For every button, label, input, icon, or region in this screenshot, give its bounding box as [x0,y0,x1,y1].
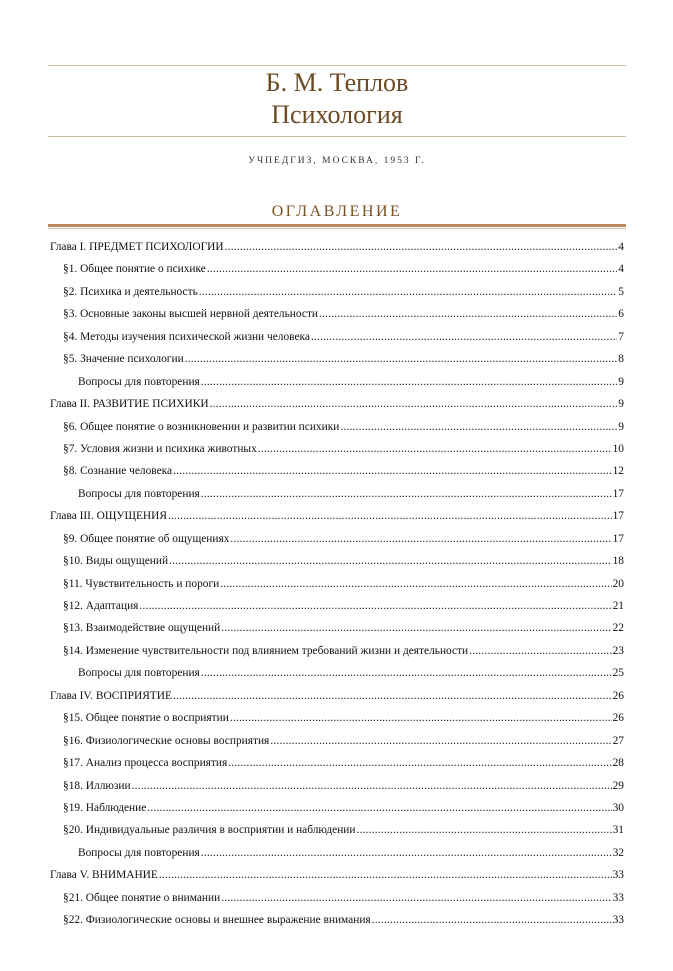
toc-dot-leader [207,262,617,276]
toc-dot-leader [169,554,612,568]
toc-page-number: 12 [612,465,624,478]
toc-heading: ОГЛАВЛЕНИЕ [271,203,403,220]
toc-page-number: 17 [612,510,624,523]
toc-section-entry[interactable] [48,801,626,823]
toc-dot-leader [139,599,611,613]
toc-dot-leader [340,420,617,434]
toc-page-number: 18 [612,555,624,568]
toc-page-number: 9 [618,420,624,433]
toc-entry-title: §5. Значение психологии [63,353,184,366]
toc-entry-title: §21. Общее понятие о внимании [63,891,221,904]
toc-section-entry[interactable] [48,307,626,329]
toc-dot-leader [201,487,612,501]
toc-page-number: 23 [612,644,624,657]
toc-entry-title: Глава II. РАЗВИТИЕ ПСИХИКИ [50,398,209,411]
toc-entry-title: §16. Физиологические основы восприятия [63,734,270,747]
toc-section-entry[interactable] [48,352,626,374]
toc-entry-title: Глава III. ОЩУЩЕНИЯ [50,510,167,523]
toc-page-number: 17 [612,487,624,500]
toc-dot-leader [311,330,617,344]
toc-entry-title: Глава I. ПРЕДМЕТ ПСИХОЛОГИИ [50,241,224,253]
toc-review-entry[interactable] [48,846,626,868]
toc-page-number: 8 [618,353,624,366]
toc-page-number: 26 [612,689,624,702]
toc-page-number: 33 [612,914,624,927]
toc-page-number: 26 [612,712,624,725]
toc-entry-title: §18. Иллюзии [63,779,131,792]
author-name: Б. М. Теплов [265,68,409,97]
toc-section-entry[interactable] [48,285,626,307]
toc-entry-title: §9. Общее понятие об ощущениях [63,532,230,545]
toc-dot-leader [210,397,618,411]
toc-page-number: 33 [612,869,624,882]
toc-page-number: 9 [618,375,624,388]
toc-dot-leader [173,689,612,703]
toc-section-entry[interactable] [48,554,626,576]
toc-section-entry[interactable] [48,891,626,913]
toc-entry-title: §10. Виды ощущений [63,555,169,568]
toc-review-entry[interactable] [48,487,626,509]
toc-section-entry[interactable] [48,262,626,284]
toc-section-entry[interactable] [48,644,626,666]
toc-page-number: 5 [618,285,624,298]
toc-dot-leader [228,756,611,770]
toc-dot-leader [159,868,612,882]
toc-entry-title: Глава V. ВНИМАНИЕ [50,869,158,882]
toc-dot-leader [225,240,618,254]
toc-page-number: 7 [618,330,624,343]
toc-dot-leader [372,913,612,927]
toc-review-entry[interactable] [48,666,626,688]
toc-entry-title: §4. Методы изучения психической жизни человека [63,330,310,343]
toc-page-number: 17 [612,532,624,545]
toc-section-entry[interactable] [48,823,626,845]
toc-entry-title: §3. Основные законы высшей нервной деятельности [63,308,319,321]
toc-dot-leader [319,307,617,321]
toc-entry-title: Вопросы для повторения [78,487,200,500]
toc-dot-leader [199,285,618,299]
toc-page-number: 31 [612,824,624,837]
toc-dot-leader [270,734,611,748]
toc-entry-title: §22. Физиологические основы и внешнее выражение внимания [63,914,371,927]
toc-chapter-entry[interactable] [48,868,626,890]
toc-chapter-entry[interactable] [48,397,626,419]
toc-dot-leader [230,532,611,546]
toc-entry-title: §15. Общее понятие о восприятии [63,712,229,725]
toc-entry-title: §1. Общее понятие о психике [63,263,206,276]
toc-dot-leader [201,666,612,680]
toc-entry-title: §13. Взаимодействие ощущений [63,622,221,635]
table-of-contents [48,240,626,936]
toc-page-number: 28 [612,757,624,770]
toc-entry-title: §11. Чувствительность и пороги [63,577,220,590]
toc-entry-title: §12. Адаптация [63,600,139,612]
toc-page-number: 29 [612,779,624,792]
toc-section-entry[interactable] [48,621,626,643]
toc-section-entry[interactable] [48,734,626,756]
toc-page-number: 21 [612,600,624,612]
toc-entry-title: Вопросы для повторения [78,375,200,388]
toc-page-number: 4 [618,263,624,276]
toc-dot-leader [147,801,611,815]
toc-page-number: 32 [612,846,624,859]
toc-entry-title: §19. Наблюдение [63,801,147,814]
toc-dot-leader [173,464,612,478]
book-title: Психология [271,100,403,129]
toc-entry-title: Вопросы для повторения [78,846,200,859]
toc-heading-rule-thin [48,228,626,229]
publisher-line: УЧПЕДГИЗ, МОСКВА, 1953 Г. [248,156,426,166]
toc-section-entry[interactable] [48,577,626,599]
toc-dot-leader [221,621,611,635]
top-divider [48,65,626,66]
toc-dot-leader [168,509,612,523]
toc-dot-leader [258,442,612,456]
toc-chapter-entry[interactable] [48,689,626,711]
toc-entry-title: §2. Психика и деятельность [63,285,198,298]
toc-dot-leader [230,711,612,725]
toc-page-number: 22 [612,622,624,635]
toc-page-number: 9 [618,398,624,411]
toc-section-entry[interactable] [48,756,626,778]
toc-chapter-entry[interactable] [48,240,626,262]
toc-review-entry[interactable] [48,375,626,397]
toc-section-entry[interactable] [48,442,626,464]
toc-dot-leader [357,823,612,837]
toc-section-entry[interactable] [48,599,626,621]
toc-dot-leader [132,779,612,793]
toc-entry-title: Глава IV. ВОСПРИЯТИЕ [50,689,172,702]
toc-entry-title: §6. Общее понятие о возникновении и развитии психики [63,420,340,433]
toc-section-entry[interactable] [48,711,626,733]
toc-page-number: 10 [612,442,624,455]
toc-page-number: 30 [612,801,624,814]
toc-entry-title: §17. Анализ процесса восприятия [63,757,228,770]
toc-heading-rule [48,224,626,227]
toc-dot-leader [221,891,611,905]
toc-dot-leader [185,352,618,366]
toc-page-number: 33 [612,891,624,904]
toc-section-entry[interactable] [48,330,626,352]
toc-page-number: 6 [618,308,624,321]
toc-section-entry[interactable] [48,464,626,486]
toc-chapter-entry[interactable] [48,509,626,531]
toc-dot-leader [469,644,611,658]
toc-dot-leader [201,375,618,389]
toc-entry-title: §14. Изменение чувствительности под влиянием требований жизни и деятельности [63,644,469,657]
toc-dot-leader [220,577,611,591]
toc-section-entry[interactable] [48,913,626,935]
toc-entry-title: §7. Условия жизни и психика животных [63,442,257,455]
toc-page-number: 4 [618,241,624,253]
toc-entry-title: §20. Индивидуальные различия в восприятии и наблюдении [63,824,356,837]
toc-page-number: 25 [612,667,624,680]
toc-entry-title: §8. Сознание человека [63,465,173,478]
toc-page-number: 27 [612,734,624,747]
toc-section-entry[interactable] [48,532,626,554]
toc-entry-title: Вопросы для повторения [78,667,200,680]
toc-page-number: 20 [612,577,624,590]
title-divider [48,136,626,137]
toc-dot-leader [201,846,612,860]
toc-section-entry[interactable] [48,779,626,801]
toc-section-entry[interactable] [48,420,626,442]
